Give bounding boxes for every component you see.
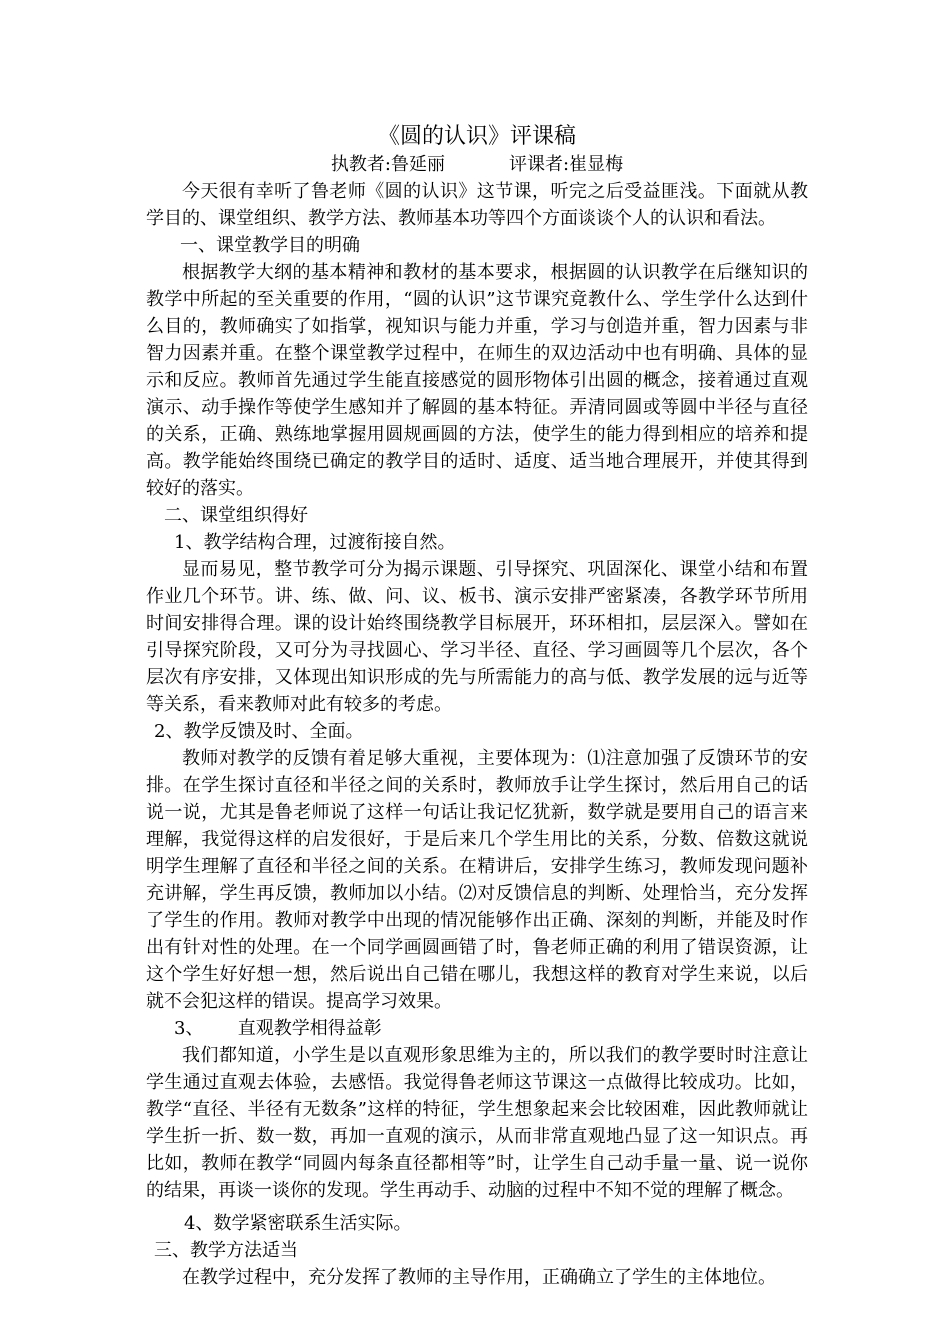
document-title: 《圆的认识》评课稿 [377,124,576,149]
teacher-name: 执教者:鲁延丽 [330,154,445,175]
reviewer-name: 评课者:崔显梅 [509,154,624,175]
section2-item1-heading: 1、教学结构合理，过渡衔接自然。 [174,532,456,553]
section2-item4-heading: 4、数学紧密联系生活实际。 [184,1213,412,1234]
section2-item2-body: 教师对教学的反馈有着足够大重视，主要体现为：⑴注意加强了反馈环节的安排。在学生探讨直径和半径之间的关系时，教师放手让学生探讨，然后用自己的话说一说，尤其是鲁老师说了这样一句话让我记忆犹新，数学就是要用自己的语言来理解，我觉得这样的启发很好，于是后来几个学生用比的关系，分数、倍数这就说明学生理解了直径和半径之间的关系。在精讲后，安排学生练习，教师发现问题补充讲解，学生再反馈，教师加以小结。⑵对反馈信息的判断、处理恰当，充分发挥了学生的作用。教师对教学中出现的情况能够作出正确、深刻的判断，并能及时作出有针对性的处理。在一个同学画圆画错了时，鲁老师正确的利用了错误资源，让这个学生好好想一想，然后说出自己错在哪儿，我想这样的教育对学生来说，以后就不会犯这样的错误。提高学习效果。 [146,748,808,1012]
section1-body: 根据教学大纲的基本精神和教材的基本要求，根据圆的认识教学在后继知识的教学中所起的至关重要的作用，“圆的认识”这节课究竟教什么、学生学什么达到什么目的，教师确实了如指掌，视知识与能力并重，学习与创造并重，智力因素与非智力因素并重。在整个课堂教学过程中，在师生的双边活动中也有明确、具体的显示和反应。教师首先通过学生能直接感觉的圆形物体引出圆的概念，接着通过直观演示、动手操作等使学生感知并了解圆的基本特征。弄清同圆或等圆中半径与直径的关系，正确、熟练地掌握用圆规画圆的方法，使学生的能力得到相应的培养和提高。教学能始终围绕已确定的教学目的适时、适度、适当地合理展开，并使其得到较好的落实。 [146,262,808,499]
section3-body: 在教学过程中，充分发挥了教师的主导作用，正确确立了学生的主体地位。 [182,1267,776,1288]
section1-heading: 一、课堂教学目的明确 [180,235,360,256]
intro-paragraph: 今天很有幸听了鲁老师《圆的认识》这节课，听完之后受益匪浅。下面就从教学目的、课堂组织、教学方法、教师基本功等四个方面谈谈个人的认识和看法。 [146,181,808,229]
byline [146,152,808,178]
section2-heading: 二、课堂组织得好 [164,505,308,526]
section3-heading: 三、教学方法适当 [154,1240,298,1261]
section2-item3-heading: 3、 直观教学相得益彰 [174,1018,382,1039]
document-page [146,122,808,1291]
section2-item2-heading: 2、教学反馈及时、全面。 [154,721,364,742]
section2-item1-body: 显而易见，整节教学可分为揭示课题、引导探究、巩固深化、课堂小结和布置作业几个环节。讲、练、做、问、议、板书、演示安排严密紧凑，各教学环节所用时间安排得合理。课的设计始终围绕教学目标展开，环环相扣，层层深入。譬如在引导探究阶段，又可分为寻找圆心、学习半径、直径、学习画圆等几个层次，各个层次有序安排，又体现出知识形成的先与所需能力的高与低、教学发展的远与近等等关系，看来教师对此有较多的考虑。 [146,559,808,715]
section2-item3-body: 我们都知道，小学生是以直观形象思维为主的，所以我们的教学要时时注意让学生通过直观去体验，去感悟。我觉得鲁老师这节课这一点做得比较成功。比如，教学“直径、半径有无数条”这样的特征，学生想象起来会比较困难，因此教师就让学生折一折、数一数，再加一直观的演示，从而非常直观地凸显了这一知识点。再比如，教师在教学“同圆内每条直径都相等”时，让学生自己动手量一量、说一说你的结果，再谈一谈你的发现。学生再动手、动脑的过程中不知不觉的理解了概念。 [146,1045,808,1201]
